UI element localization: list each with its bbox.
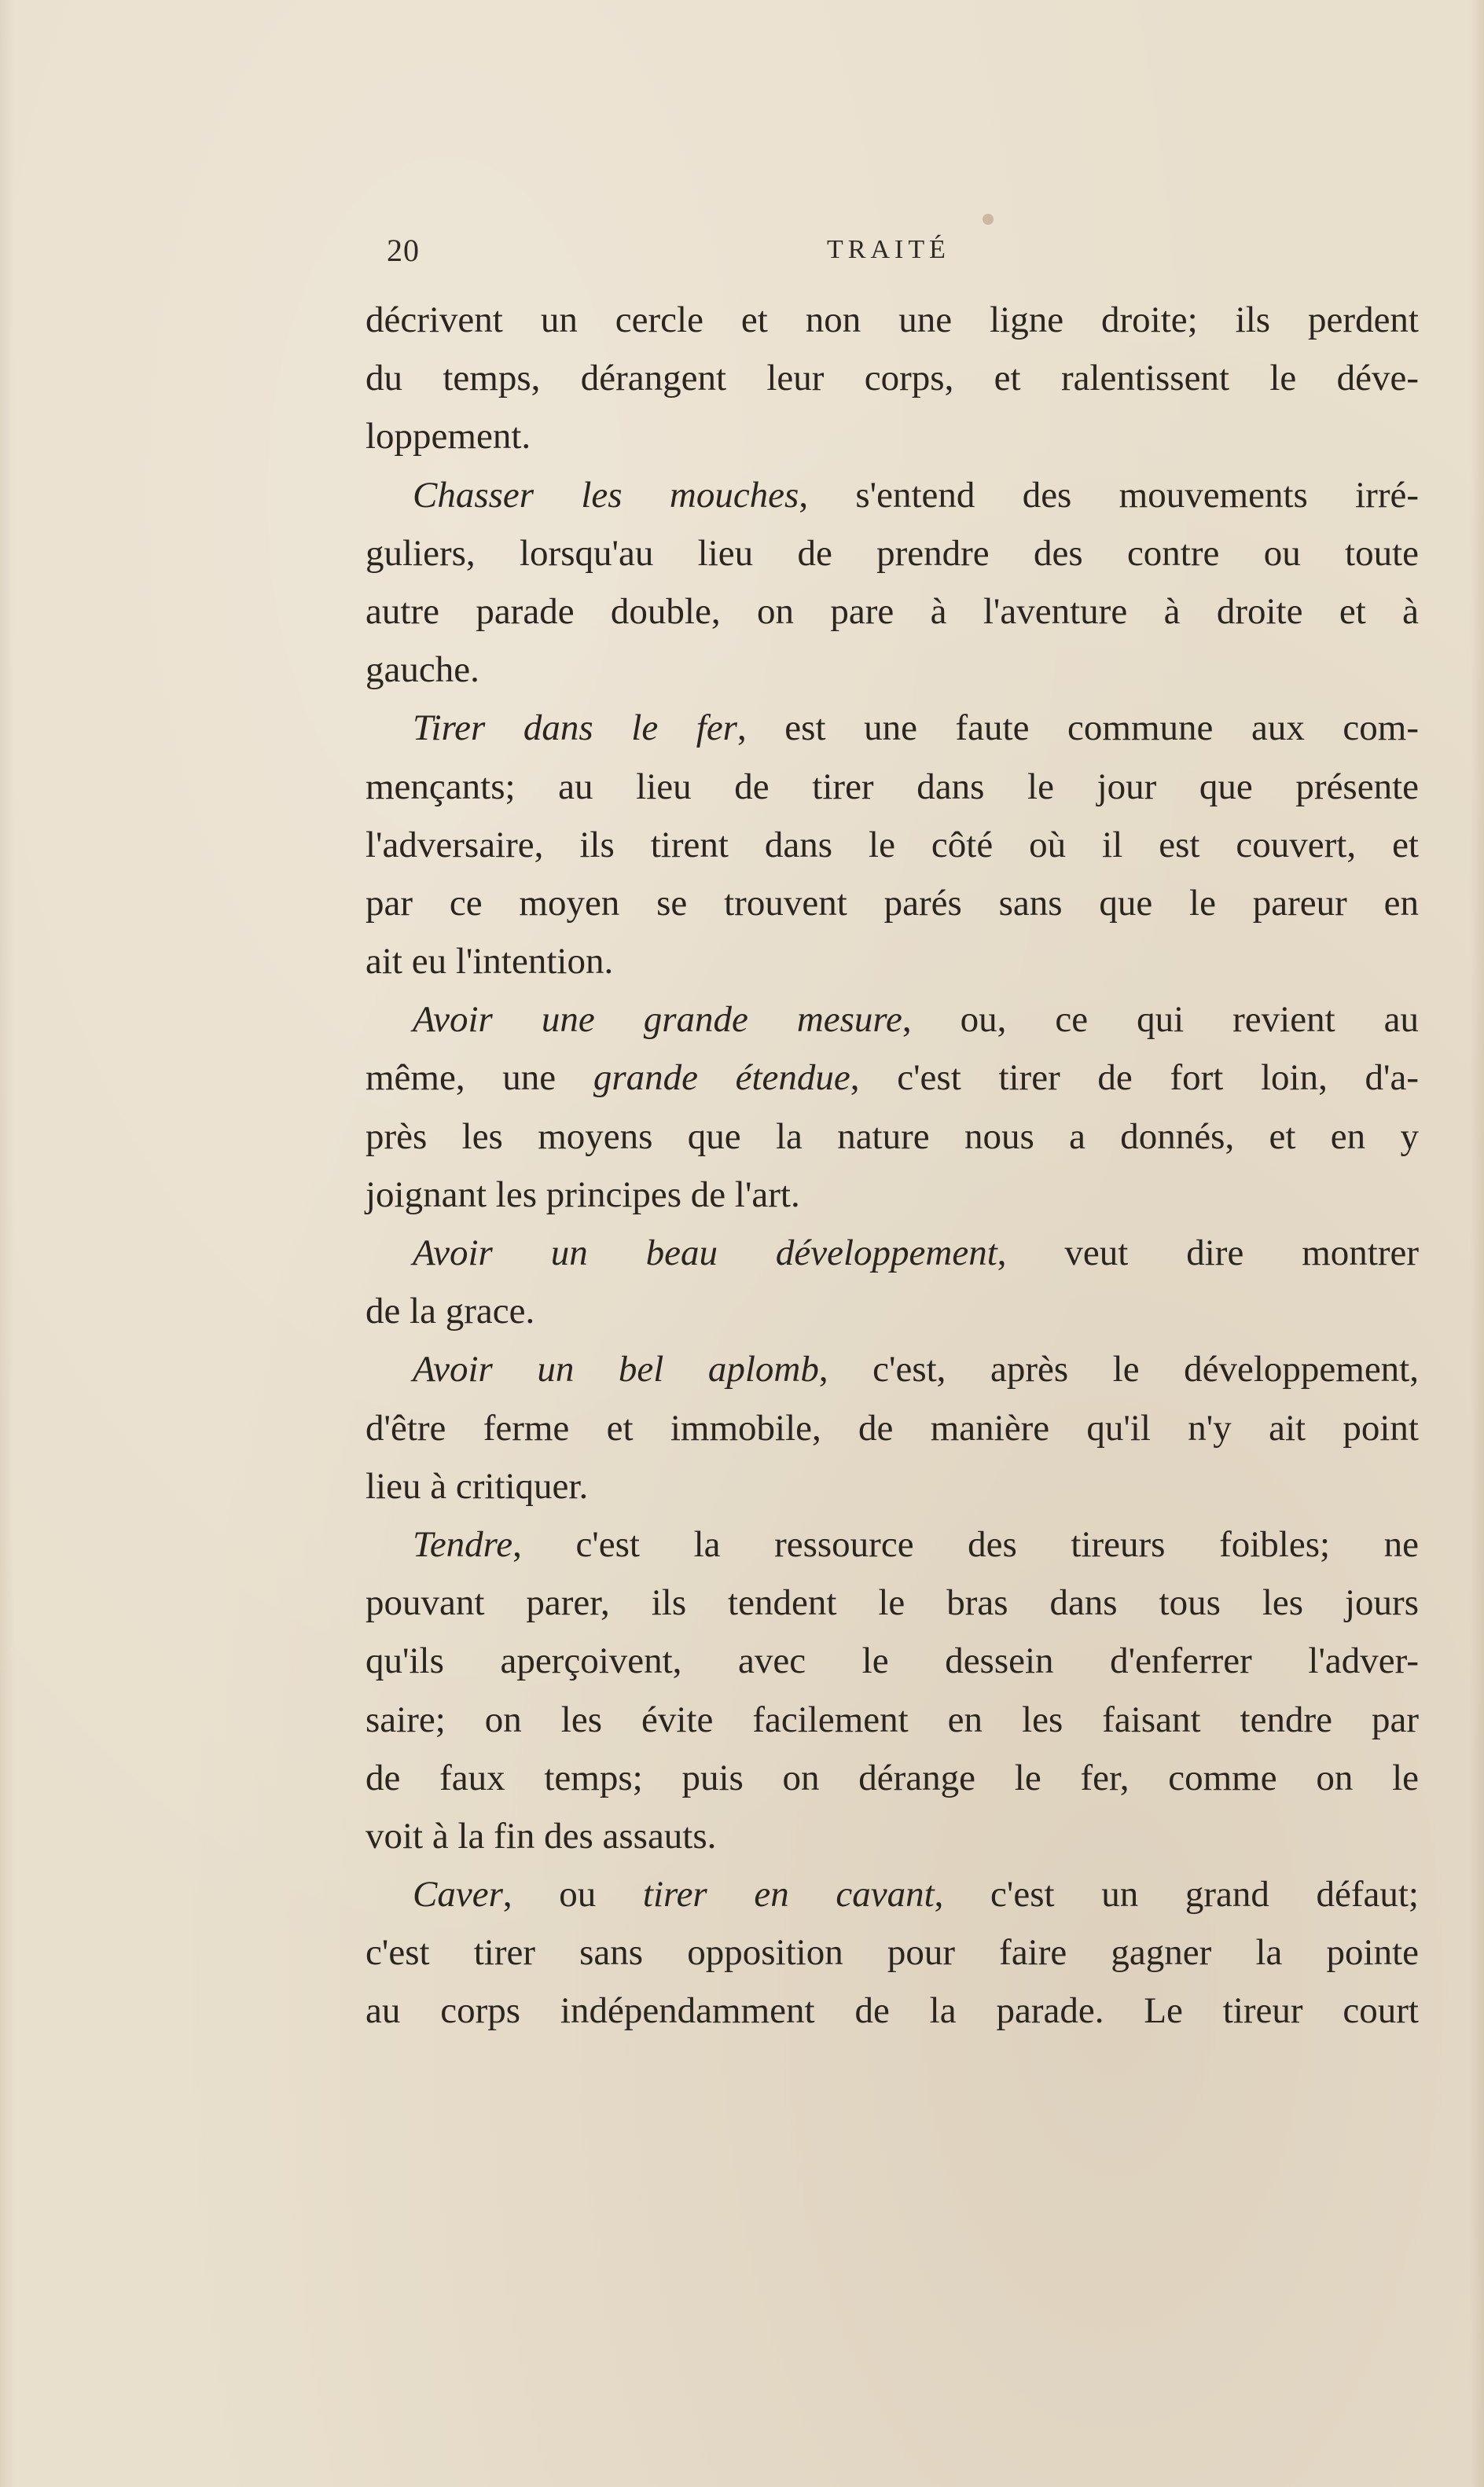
text-fragment: , c'est un grand défaut; xyxy=(934,1874,1419,1916)
text-line: de faux temps; puis on dérange le fer, comme on le xyxy=(365,1757,1419,1798)
text-line: voit à la fin des assauts. xyxy=(365,1815,717,1857)
text-line: de la grace. xyxy=(365,1291,535,1332)
italic-term: Caver xyxy=(413,1874,503,1916)
text-line xyxy=(365,990,1419,1049)
text-line: qu'ils aperçoivent, avec le dessein d'enferrer l'adver- xyxy=(365,1640,1419,1682)
italic-term: Tendre xyxy=(413,1523,513,1565)
text-fragment: , veut dire montrer xyxy=(997,1232,1419,1273)
text-line: d'être ferme et immobile, de manière qu'il n'y ait point xyxy=(365,1407,1419,1449)
text-line xyxy=(365,1865,1419,1923)
text-line xyxy=(365,466,1419,524)
text-line: gauche. xyxy=(365,649,479,691)
text-line: loppement. xyxy=(365,416,531,457)
text-line: au corps indépendamment de la parade. Le tireur court xyxy=(365,1990,1419,2032)
text-line: mençants; au lieu de tirer dans le jour que présente xyxy=(365,766,1419,807)
text-line: du temps, dérangent leur corps, et ralentissent le déve- xyxy=(365,358,1419,399)
text-fragment: , c'est, après le développement, xyxy=(818,1349,1419,1390)
text-fragment: , est une faute commune aux com- xyxy=(736,707,1419,749)
text-line: pouvant parer, ils tendent le bras dans tous les jours xyxy=(365,1582,1419,1624)
text-line: autre parade double, on pare à l'aventure à droite et à xyxy=(365,590,1419,632)
italic-term: Avoir une grande mesure xyxy=(413,999,902,1041)
ink-spot-decoration xyxy=(983,214,994,225)
text-fragment: , ou xyxy=(502,1874,643,1916)
text-fragment: , c'est tirer de fort loin, d'a- xyxy=(850,1057,1420,1099)
italic-term: Avoir un beau développement xyxy=(413,1232,997,1273)
text-line: par ce moyen se trouvent parés sans que le pareur en xyxy=(365,882,1419,924)
italic-term: Chasser les mouches xyxy=(413,474,799,516)
italic-term: Tirer dans le fer xyxy=(413,707,737,749)
text-line xyxy=(365,1515,1419,1574)
text-line: saire; on les évite facilement en les faisant tendre par xyxy=(365,1699,1419,1740)
page-number: 20 xyxy=(387,233,420,268)
italic-term: grande étendue xyxy=(593,1057,850,1099)
running-title: TRAITÉ xyxy=(827,235,950,264)
text-line: ait eu l'intention. xyxy=(365,941,614,983)
text-line: guliers, lorsqu'au lieu de prendre des contre ou toute xyxy=(365,532,1419,574)
text-line: décrivent un cercle et non une ligne droite; ils perdent xyxy=(365,299,1419,340)
text-line xyxy=(365,699,1419,757)
text-line xyxy=(365,1224,1419,1282)
text-line xyxy=(365,1049,1419,1107)
text-fragment: , ou, ce qui revient au xyxy=(902,999,1419,1041)
body-text xyxy=(365,291,1419,2041)
text-fragment: , s'entend des mouvements irré- xyxy=(799,474,1419,516)
text-line: c'est tirer sans opposition pour faire gagner la pointe xyxy=(365,1932,1419,1974)
text-line: l'adversaire, ils tirent dans le côté où il est couvert, et xyxy=(365,824,1419,865)
running-head xyxy=(387,232,1409,279)
text-line: lieu à critiquer. xyxy=(365,1465,589,1507)
italic-term: tirer en cavant xyxy=(642,1874,935,1916)
italic-term: Avoir un bel aplomb xyxy=(413,1349,819,1390)
text-line: près les moyens que la nature nous a donnés, et en y xyxy=(365,1115,1419,1157)
text-fragment: , c'est la ressource des tireurs foibles; ne xyxy=(512,1523,1419,1565)
text-line: joignant les principes de l'art. xyxy=(365,1174,800,1215)
text-fragment: même, une xyxy=(365,1057,593,1099)
text-line xyxy=(365,1340,1419,1398)
